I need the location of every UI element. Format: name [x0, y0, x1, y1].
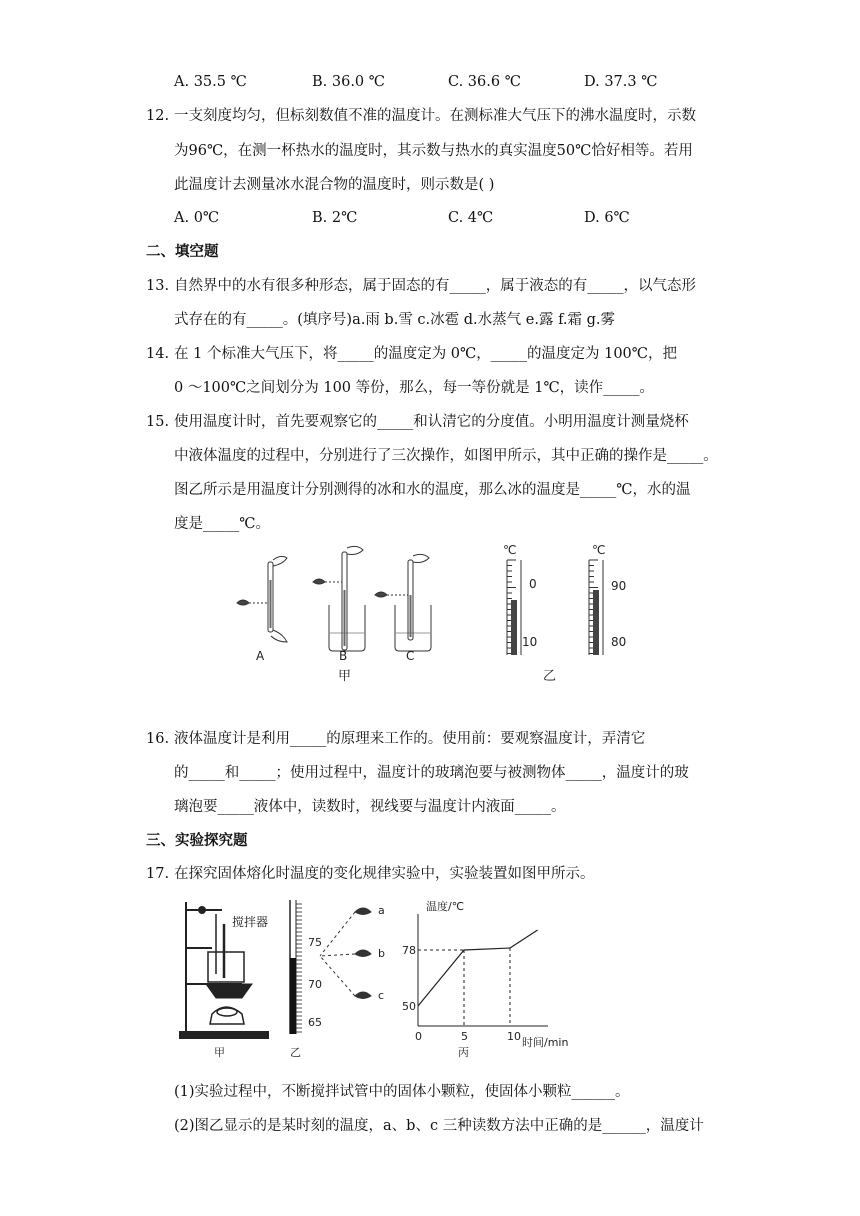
q17-sub-question-1: (1)实验过程中，不断搅拌试管中的固体小颗粒，使固体小颗粒______。	[174, 1084, 630, 1100]
q17-eye-a-label: a	[378, 904, 385, 917]
q14-text-line-1: 在 1 个标准大气压下，将_____的温度定为 0℃，_____的温度定为 100℃，把	[174, 346, 678, 362]
figure-jia-label-c: C	[406, 649, 415, 663]
q13-number: 13.	[146, 278, 170, 294]
figure-jia	[237, 546, 431, 651]
q16-number: 16.	[146, 731, 170, 747]
q17-figure	[172, 894, 572, 1064]
q13-text-line-1: 自然界中的水有很多种形态，属于固态的有_____，属于液态的有_____，以气态形	[174, 278, 696, 294]
q15-text-line-4: 度是_____℃。	[174, 516, 270, 532]
q17-bing-caption: 丙	[458, 1046, 469, 1059]
yi-thermometer-2	[589, 560, 603, 655]
q12-option-d[interactable]: D. 6℃	[584, 210, 630, 226]
yi-thermo2-tick-90: 90	[611, 579, 627, 593]
q17-text-line-1: 在探究固体熔化时温度的变化规律实验中，实验装置如图甲所示。	[174, 866, 595, 882]
yi-thermo1-unit: ℃	[503, 543, 517, 557]
q11-option-a[interactable]: A. 35.5 ℃	[174, 74, 247, 90]
q17-jia-caption: 甲	[214, 1046, 225, 1059]
q15-text-line-3: 图乙所示是用温度计分别测得的冰和水的温度，那么冰的温度是_____℃，水的温	[174, 482, 691, 498]
q17-yi-caption: 乙	[290, 1046, 301, 1059]
figure-jia-label-b: B	[339, 649, 348, 663]
q12-number: 12.	[146, 108, 170, 124]
chart-x-tick: 0	[415, 1030, 422, 1043]
q16-text-line-3: 璃泡要_____液体中，读数时，视线要与温度计内液面_____。	[174, 799, 566, 815]
section-experiment-title: 三、实验探究题	[146, 832, 248, 849]
q12-option-b[interactable]: B. 2℃	[312, 210, 358, 226]
q17-eye-b-label: b	[378, 947, 385, 960]
q15-figure	[225, 540, 645, 690]
q12-text-line-3: 此温度计去测量冰水混合物的温度时，则示数是( )	[174, 177, 495, 193]
q12-text-line-2: 为96℃，在测一杯热水的温度时，其示数与热水的真实温度50℃恰好相等。若用	[174, 143, 693, 159]
q14-number: 14.	[146, 346, 170, 362]
q17-sub-question-2: (2)图乙显示的是某时刻的温度，a、b、c 三种读数方法中正确的是______，温度计	[174, 1118, 704, 1134]
q17-eye-views	[320, 908, 371, 999]
section-fill-in-title: 二、填空题	[146, 243, 219, 260]
q15-number: 15.	[146, 414, 170, 430]
q17-chart	[402, 899, 568, 1059]
chart-y-tick: 50	[402, 1000, 416, 1013]
yi-thermo1-tick-10: 10	[522, 635, 538, 649]
q12-option-c[interactable]: C. 4℃	[448, 210, 494, 226]
q12-options	[174, 208, 814, 228]
q16-text-line-1: 液体温度计是利用_____的原理来工作的。使用前：要观察温度计，弄清它	[174, 731, 646, 747]
yi-thermo1-tick-0: 0	[529, 577, 537, 591]
chart-y-tick: 78	[402, 944, 416, 957]
q17-thermometer	[290, 900, 302, 1034]
yi-thermo2-unit: ℃	[592, 543, 606, 557]
q11-option-b[interactable]: B. 36.0 ℃	[312, 74, 385, 90]
chart-series-line	[418, 930, 538, 1006]
yi-thermo2-tick-80: 80	[611, 635, 627, 649]
q17-eye-c-label: c	[378, 989, 385, 1002]
q17-thermo-tick-75: 75	[308, 936, 322, 949]
q17-stirrer-label: 搅拌器	[232, 915, 269, 929]
yi-thermometer-1	[507, 560, 521, 655]
q12-option-a[interactable]: A. 0℃	[174, 210, 220, 226]
q17-thermo-tick-65: 65	[308, 1016, 322, 1029]
q11-option-c[interactable]: C. 36.6 ℃	[448, 74, 521, 90]
chart-x-tick: 10	[507, 1030, 521, 1043]
q17-number: 17.	[146, 866, 170, 882]
q11-option-d[interactable]: D. 37.3 ℃	[584, 74, 658, 90]
q14-text-line-2: 0 ～100℃之间划分为 100 等份，那么，每一等份就是 1℃，读作_____。	[174, 380, 654, 396]
setup-b-beaker	[313, 546, 365, 651]
q15-text-line-1: 使用温度计时，首先要观察它的_____和认清它的分度值。小明用温度计测量烧杯	[174, 414, 689, 430]
q15-text-line-2: 中液体温度的过程中，分别进行了三次操作，如图甲所示，其中正确的操作是_____。	[174, 448, 718, 464]
q13-text-line-2: 式存在的有_____。(填序号)a.雨 b.雪 c.冰雹 d.水蒸气 e.露 f.霜 g.雾	[174, 312, 616, 328]
chart-x-tick: 5	[461, 1030, 468, 1043]
chart-x-label: 时间/min	[522, 1036, 569, 1049]
figure-jia-label-a: A	[256, 649, 265, 663]
setup-a-thermometer	[237, 556, 287, 642]
q11-options	[174, 72, 814, 92]
setup-c-beaker	[375, 554, 431, 651]
q17-thermo-tick-70: 70	[308, 978, 322, 991]
q16-text-line-2: 的_____和_____；使用过程中，温度计的玻璃泡要与被测物体_____，温度计的玻	[174, 765, 689, 781]
chart-y-label: 温度/℃	[426, 900, 465, 913]
figure-yi	[503, 543, 626, 684]
figure-yi-caption: 乙	[543, 669, 557, 684]
figure-jia-caption: 甲	[338, 669, 352, 684]
q12-text-line-1: 一支刻度均匀，但标刻数值不准的温度计。在测标准大气压下的沸水温度时，示数	[174, 108, 696, 124]
